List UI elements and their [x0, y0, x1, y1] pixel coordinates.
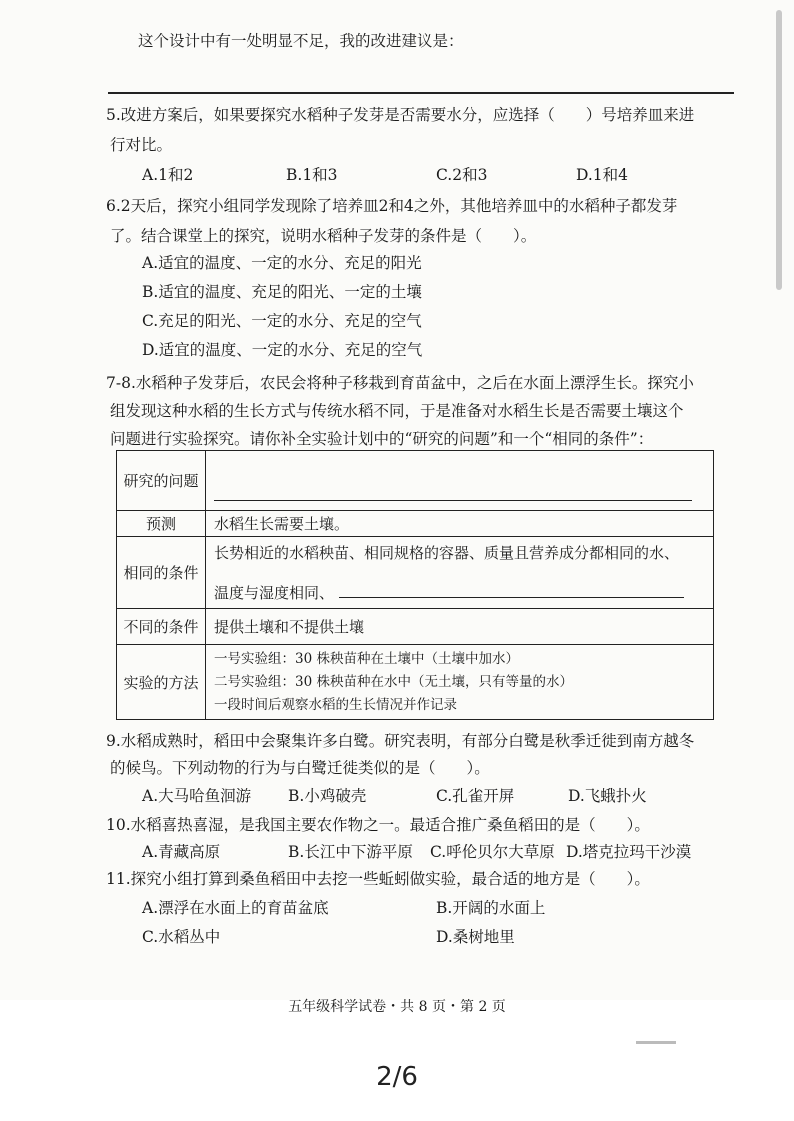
q11-option-a: A.漂浮在水面上的育苗盆底 [142, 899, 329, 917]
research-question-cell[interactable] [206, 451, 714, 511]
q6-option-d: D.适宜的温度、一定的水分、充足的空气 [142, 341, 423, 359]
method-label: 实验的方法 [117, 645, 206, 720]
table-row [117, 609, 714, 645]
q11-option-b: B.开阔的水面上 [436, 899, 546, 917]
q10-option-c: C.呼伦贝尔大草原 [430, 843, 555, 861]
scrollbar-thumb[interactable] [776, 10, 782, 290]
same-conditions-cell [206, 537, 714, 609]
intro-line: 这个设计中有一处明显不足，我的改进建议是： [138, 32, 464, 50]
q6-line2: 了。结合课堂上的探究，说明水稻种子发芽的条件是（ ）。 [110, 227, 537, 245]
q9-option-a: A.大马哈鱼洄游 [142, 787, 252, 805]
q10-option-b: B.长江中下游平原 [288, 843, 413, 861]
answer-line [108, 92, 734, 94]
q6-option-b: B.适宜的温度、充足的阳光、一定的土壤 [142, 283, 422, 301]
research-question-label: 研究的问题 [117, 451, 206, 511]
q9-line1: 9.水稻成熟时，稻田中会聚集许多白鹭。研究表明，有部分白鹭是秋季迁徙到南方越冬 [106, 732, 695, 750]
q9-option-c: C.孔雀开屏 [436, 787, 515, 805]
method-line1: 一号实验组：30 株秧苗种在土壤中（土壤中加水） [214, 650, 519, 667]
different-conditions-value: 提供土壤和不提供土壤 [206, 609, 714, 645]
same-condition-blank[interactable] [339, 597, 684, 598]
method-line2: 二号实验组：30 株秧苗种在水中（无土壤，只有等量的水） [214, 673, 573, 690]
experiment-plan-table [116, 450, 714, 720]
table-row [117, 645, 714, 720]
page-indicator: 2/6 [376, 1062, 418, 1092]
method-line3: 一段时间后观察水稻的生长情况并作记录 [214, 696, 457, 713]
q6-option-a: A.适宜的温度、一定的水分、充足的阳光 [142, 254, 422, 272]
q9-option-b: B.小鸡破壳 [288, 787, 367, 805]
table-row [117, 511, 714, 537]
same-conditions-line2: 温度与湿度相同、 [214, 583, 335, 602]
q11-option-d: D.桑树地里 [436, 928, 515, 946]
q5-option-b: B.1和3 [286, 166, 338, 184]
q78-line3: 问题进行实验探究。请你补全实验计划中的“研究的问题”和一个“相同的条件”： [110, 430, 654, 448]
same-conditions-label: 相同的条件 [117, 537, 206, 609]
q9-option-d: D.飞蛾扑火 [568, 787, 647, 805]
q9-line2: 的候鸟。下列动物的行为与白鹭迁徙类似的是（ ）。 [110, 759, 490, 777]
q10-option-d: D.塔克拉玛干沙漠 [566, 843, 692, 861]
scan-mark [636, 1041, 676, 1044]
q11-option-c: C.水稻丛中 [142, 928, 221, 946]
q5-option-a: A.1和2 [142, 166, 194, 184]
q10-option-a: A.青藏高原 [142, 843, 221, 861]
same-conditions-line1: 长势相近的水稻秧苗、相同规格的容器、质量且营养成分都相同的水、 [214, 543, 680, 562]
page-footer: 五年级科学试卷・共 8 页・第 2 页 [288, 999, 506, 1015]
q6-line1: 6.2天后，探究小组同学发现除了培养皿2和4之外，其他培养皿中的水稻种子都发芽 [106, 197, 678, 215]
q11-line1: 11.探究小组打算到桑鱼稻田中去挖一些蚯蚓做实验，最合适的地方是（ ）。 [106, 870, 650, 888]
different-conditions-label: 不同的条件 [117, 609, 206, 645]
q5-line1: 5.改进方案后，如果要探究水稻种子发芽是否需要水分，应选择（ ）号培养皿来进 [106, 106, 695, 124]
q78-line1: 7-8.水稻种子发芽后，农民会将种子移栽到育苗盆中，之后在水面上漂浮生长。探究小 [106, 374, 694, 392]
scrollbar[interactable] [773, 0, 783, 300]
q5-line2: 行对比。 [110, 136, 173, 154]
method-cell [206, 645, 714, 720]
research-question-blank[interactable] [214, 500, 692, 501]
q10-line1: 10.水稻喜热喜湿，是我国主要农作物之一。最适合推广桑鱼稻田的是（ ）。 [106, 816, 650, 834]
prediction-value: 水稻生长需要土壤。 [206, 511, 714, 537]
table-row [117, 451, 714, 511]
q5-option-d: D.1和4 [576, 166, 629, 184]
table-row [117, 537, 714, 609]
q6-option-c: C.充足的阳光、一定的水分、充足的空气 [142, 312, 422, 330]
q5-option-c: C.2和3 [436, 166, 488, 184]
q78-line2: 组发现这种水稻的生长方式与传统水稻不同，于是准备对水稻生长是否需要土壤这个 [110, 402, 684, 420]
prediction-label: 预测 [117, 511, 206, 537]
